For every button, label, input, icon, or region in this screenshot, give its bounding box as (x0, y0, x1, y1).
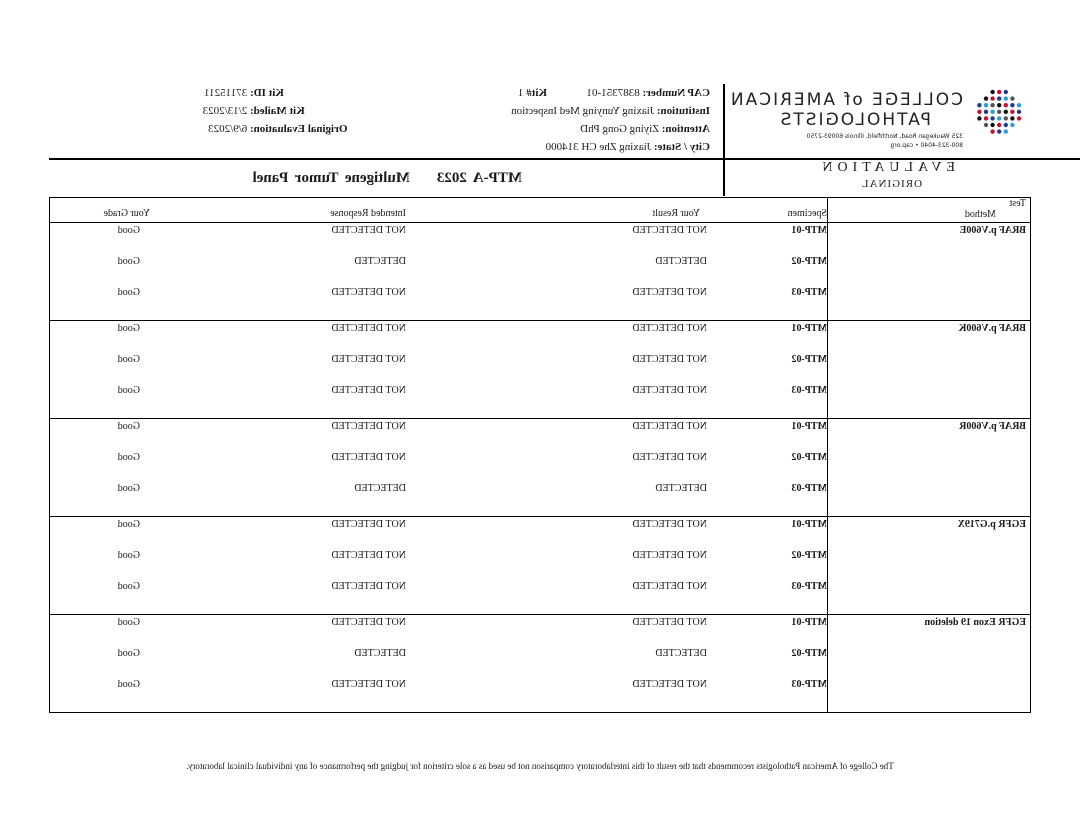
intended-response-cell: NOT DETECTED (331, 287, 406, 298)
test-group (50, 615, 1030, 712)
logo-dot (990, 96, 994, 100)
institution-label: Institution: (656, 105, 710, 117)
test-name: BRAF p.V600K (958, 323, 1026, 334)
kit-mailed-value: 2/13/2023 (202, 105, 248, 117)
specimen-cell: MTP-01 (791, 519, 827, 530)
intended-response-cell: NOT DETECTED (331, 519, 406, 530)
table-row (50, 646, 827, 677)
test-cell (827, 615, 1030, 712)
logo-dot (997, 110, 1001, 114)
intended-response-cell: NOT DETECTED (331, 323, 406, 334)
your-result-cell: NOT DETECTED (632, 354, 707, 365)
logo-dot (1010, 96, 1014, 100)
intended-response-cell: DETECTED (354, 256, 406, 267)
account-info (511, 84, 710, 156)
cap-number-label: CAP Number: (642, 87, 710, 99)
test-group (50, 223, 1030, 321)
kit-id-value: 37115211 (204, 87, 248, 99)
intended-response-cell: NOT DETECTED (331, 617, 406, 628)
logo-dot (984, 96, 988, 100)
logo-dot (997, 129, 1001, 133)
your-result-cell: NOT DETECTED (632, 550, 707, 561)
your-grade-header: Your Grade (103, 208, 150, 219)
cap-number-value: 8387351-01 (586, 87, 640, 99)
your-grade-cell: Good (117, 354, 140, 365)
test-cell (827, 419, 1030, 516)
table-row (50, 615, 827, 646)
table-row (50, 677, 827, 708)
your-result-cell: NOT DETECTED (632, 287, 707, 298)
your-result-cell: DETECTED (655, 648, 707, 659)
kit-value: 1 (518, 87, 524, 99)
attention-line (511, 120, 710, 138)
intended-response-cell: NOT DETECTED (331, 421, 406, 432)
logo-address-line: 325 Waukegan Road, Northfield, Illinois 60093-2750 (806, 133, 963, 140)
specimen-cell: MTP-03 (791, 287, 827, 298)
logo-dot (1004, 103, 1008, 107)
specimen-cell: MTP-02 (791, 256, 827, 267)
specimen-cell: MTP-01 (791, 323, 827, 334)
table-row (50, 383, 827, 414)
panel-name: Multigene Tumor Panel (252, 170, 410, 186)
your-result-cell: NOT DETECTED (632, 519, 707, 530)
your-grade-cell: Good (117, 581, 140, 592)
specimen-cell: MTP-02 (791, 354, 827, 365)
logo-dot (1004, 129, 1008, 133)
your-grade-cell: Good (117, 452, 140, 463)
your-result-cell: NOT DETECTED (632, 679, 707, 690)
kit-id-line (203, 84, 352, 102)
logo-dot (984, 103, 988, 107)
city-line (511, 138, 710, 156)
logo-dot (997, 116, 1001, 120)
logo-dot (990, 129, 994, 133)
footer-disclaimer: The College of American Pathologists recommends that the result of this interlaboratory comparison not be used as a sole criterion for judging the performance of any individual clinical laboratory. (186, 761, 894, 771)
intended-response-cell: NOT DETECTED (331, 225, 406, 236)
test-group (50, 517, 1030, 615)
logo-dot (990, 116, 994, 120)
your-grade-cell: Good (117, 483, 140, 494)
attention-value: Ziying Gong PhD (580, 123, 659, 135)
logo-dot (990, 90, 994, 94)
specimen-cell: MTP-01 (791, 421, 827, 432)
table-row (50, 419, 827, 450)
logo-dot (997, 96, 1001, 100)
intended-response-cell: DETECTED (354, 648, 406, 659)
kit-id-label: Kit ID: (250, 87, 284, 99)
specimen-cell: MTP-02 (791, 452, 827, 463)
your-grade-cell: Good (117, 225, 140, 236)
table-row (50, 321, 827, 352)
your-grade-cell: Good (117, 256, 140, 267)
institution-line (511, 102, 710, 120)
logo-dot (997, 90, 1001, 94)
your-grade-cell: Good (117, 323, 140, 334)
test-group (50, 419, 1030, 517)
logo-dot (990, 123, 994, 127)
logo-dot (1017, 116, 1021, 120)
your-grade-cell: Good (117, 617, 140, 628)
test-name: BRAF p.V600R (959, 421, 1026, 432)
your-result-cell: NOT DETECTED (632, 581, 707, 592)
intended-response-cell: NOT DETECTED (331, 550, 406, 561)
your-result-cell: NOT DETECTED (632, 225, 707, 236)
test-cell (827, 517, 1030, 614)
cap-number-line (511, 84, 710, 102)
intended-response-cell: NOT DETECTED (331, 452, 406, 463)
city-value: Jiaxing Zhe CH 314000 (545, 141, 652, 153)
your-result-cell: NOT DETECTED (632, 617, 707, 628)
original-evaluation-line (203, 120, 352, 138)
table-row (50, 254, 827, 285)
logo-dot (984, 110, 988, 114)
logo-contact-line: 800-323-4040 • cap.org (890, 142, 963, 149)
your-grade-cell: Good (117, 287, 140, 298)
logo-dot (977, 103, 981, 107)
logo-dot (1017, 103, 1021, 107)
test-name: EGFR p.G719X (957, 519, 1026, 530)
logo-dot (997, 103, 1001, 107)
test-name: BRAF p.V600E (959, 225, 1026, 236)
logo-dot (990, 103, 994, 107)
logo-title-line2: PATHOLOGISTS (778, 110, 931, 130)
your-grade-cell: Good (117, 550, 140, 561)
original-evaluation-label: Original Evaluation: (250, 123, 348, 135)
results-table (49, 197, 1031, 713)
table-row (50, 548, 827, 579)
your-grade-cell: Good (117, 421, 140, 432)
test-cell (827, 321, 1030, 418)
logo-dot (990, 110, 994, 114)
logo-dot (1017, 110, 1021, 114)
logo-title (729, 90, 963, 130)
specimen-header: Specimen (787, 208, 827, 219)
specimen-cell: MTP-02 (791, 648, 827, 659)
logo-dot (1004, 116, 1008, 120)
logo-dot (1010, 116, 1014, 120)
intended-response-cell: DETECTED (354, 483, 406, 494)
logo-dot (1010, 110, 1014, 114)
evaluation-title: EVALUATION (817, 160, 955, 175)
logo-dot (1010, 103, 1014, 107)
table-row (50, 450, 827, 481)
panel-title (253, 170, 522, 187)
specimen-cell: MTP-02 (791, 550, 827, 561)
test-name: EGFR Exon 19 deletion (924, 617, 1026, 628)
your-result-cell: NOT DETECTED (632, 421, 707, 432)
specimen-cell: MTP-03 (791, 679, 827, 690)
test-method-header (827, 198, 1030, 223)
cap-logo (728, 84, 1023, 154)
attention-label: Attention: (661, 123, 710, 135)
table-row (50, 285, 827, 316)
city-label: City / State: (653, 141, 710, 153)
evaluation-subtitle: ORIGINAL (860, 178, 922, 190)
your-grade-cell: Good (117, 519, 140, 530)
your-grade-cell: Good (117, 679, 140, 690)
your-result-cell: DETECTED (655, 256, 707, 267)
specimen-cell: MTP-01 (791, 617, 827, 628)
cap-dots-logo-icon (975, 88, 1023, 136)
intended-response-cell: NOT DETECTED (331, 385, 406, 396)
specimen-cell: MTP-03 (791, 483, 827, 494)
intended-response-header: Intended Response (330, 208, 406, 219)
panel-code: MTP-A 2023 (436, 170, 522, 186)
test-cell (827, 223, 1030, 320)
logo-dot (1004, 96, 1008, 100)
logo-dot (997, 123, 1001, 127)
your-result-cell: NOT DETECTED (632, 452, 707, 463)
your-grade-cell: Good (117, 648, 140, 659)
table-row (50, 223, 827, 254)
test-group (50, 321, 1030, 419)
header-divider (723, 84, 725, 196)
institution-value: Jiaxing Yunying Med Inspection (511, 105, 655, 117)
your-result-cell: NOT DETECTED (632, 385, 707, 396)
logo-dot (1004, 110, 1008, 114)
specimen-cell: MTP-01 (791, 225, 827, 236)
logo-dot (1004, 123, 1008, 127)
logo-dot (984, 123, 988, 127)
specimen-cell: MTP-03 (791, 581, 827, 592)
intended-response-cell: NOT DETECTED (331, 354, 406, 365)
table-row (50, 579, 827, 610)
original-evaluation-value: 6/9/2023 (208, 123, 248, 135)
your-grade-cell: Good (117, 385, 140, 396)
logo-dot (1010, 123, 1014, 127)
logo-dot (977, 116, 981, 120)
specimen-cell: MTP-03 (791, 385, 827, 396)
logo-dot (977, 110, 981, 114)
intended-response-cell: NOT DETECTED (331, 679, 406, 690)
test-header: Test (1009, 198, 1026, 209)
kit-label: Kit# (526, 87, 548, 99)
your-result-cell: NOT DETECTED (632, 323, 707, 334)
logo-address (807, 132, 963, 150)
table-row (50, 481, 827, 512)
intended-response-cell: NOT DETECTED (331, 581, 406, 592)
table-row (50, 517, 827, 548)
logo-dot (984, 116, 988, 120)
your-result-header: Your Result (652, 208, 700, 219)
kit-mailed-line (203, 102, 352, 120)
your-result-cell: DETECTED (655, 483, 707, 494)
logo-dot (1004, 90, 1008, 94)
method-header: Method (964, 209, 996, 220)
table-row (50, 352, 827, 383)
kit-info (203, 84, 352, 138)
logo-title-line1: COLLEGE of AMERICAN (728, 90, 963, 110)
kit-mailed-label: Kit Mailed: (250, 105, 305, 117)
